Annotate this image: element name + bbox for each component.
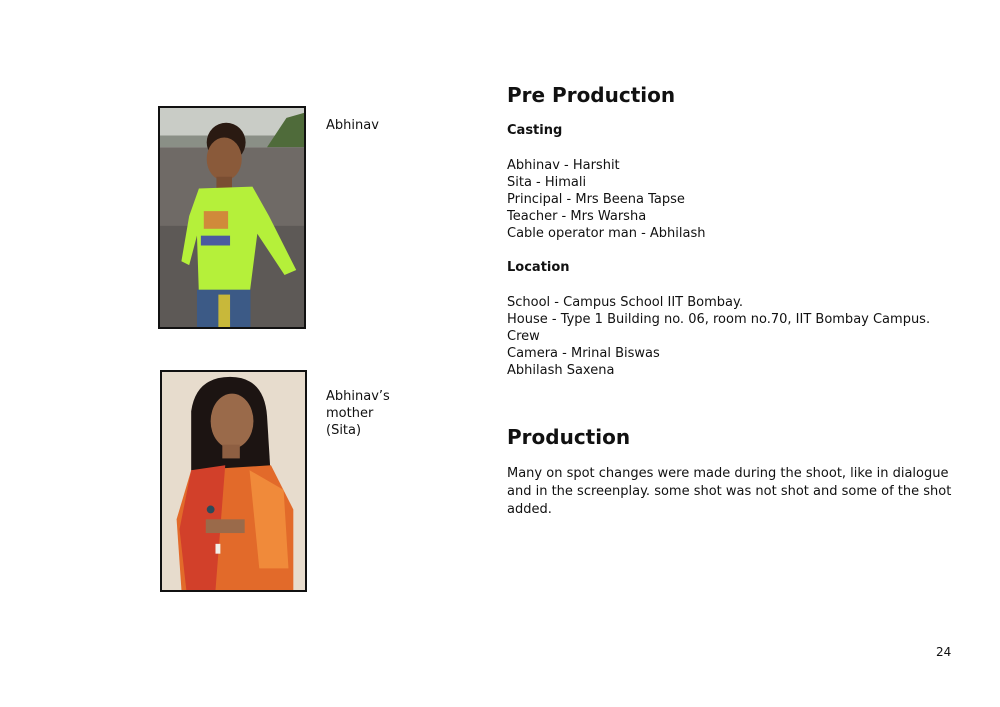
location-item: Abhilash Saxena (507, 363, 615, 379)
casting-item: Teacher - Mrs Warsha (507, 209, 647, 225)
pre-production-heading: Pre Production (507, 83, 676, 107)
photo-abhinav (158, 106, 306, 329)
caption-abhinav-text: Abhinav (326, 118, 379, 133)
photo-sita (160, 370, 307, 592)
production-heading: Production (507, 425, 631, 449)
photo-abhinav-image (160, 108, 304, 327)
caption-sita-line: mother (326, 406, 374, 421)
location-item: House - Type 1 Building no. 06, room no.70, IIT Bombay Campus. (507, 312, 931, 328)
casting-heading: Casting (507, 123, 563, 138)
production-paragraph: Many on spot changes were made during the shoot, like in dialogue and in the screenplay. some shot was not shot and some of the shot added. (507, 466, 952, 517)
location-item: School - Campus School IIT Bombay. (507, 295, 743, 310)
location-item: Crew (507, 329, 540, 345)
location-heading: Location (507, 260, 570, 275)
caption-sita-line: (Sita) (326, 423, 362, 438)
casting-item: Principal - Mrs Beena Tapse (507, 192, 685, 208)
location-list (507, 294, 930, 379)
location-item: Camera - Mrinal Biswas (507, 346, 660, 362)
casting-list (507, 157, 706, 242)
casting-item: Cable operator man - Abhilash (507, 226, 706, 242)
photo-sita-image (162, 372, 305, 590)
caption-sita (326, 388, 390, 439)
caption-abhinav (326, 117, 379, 134)
page-number: 24 (936, 645, 952, 659)
casting-item: Abhinav - Harshit (507, 158, 620, 173)
caption-sita-line: Abhinav’s (326, 389, 390, 404)
casting-item: Sita - Himali (507, 175, 587, 191)
